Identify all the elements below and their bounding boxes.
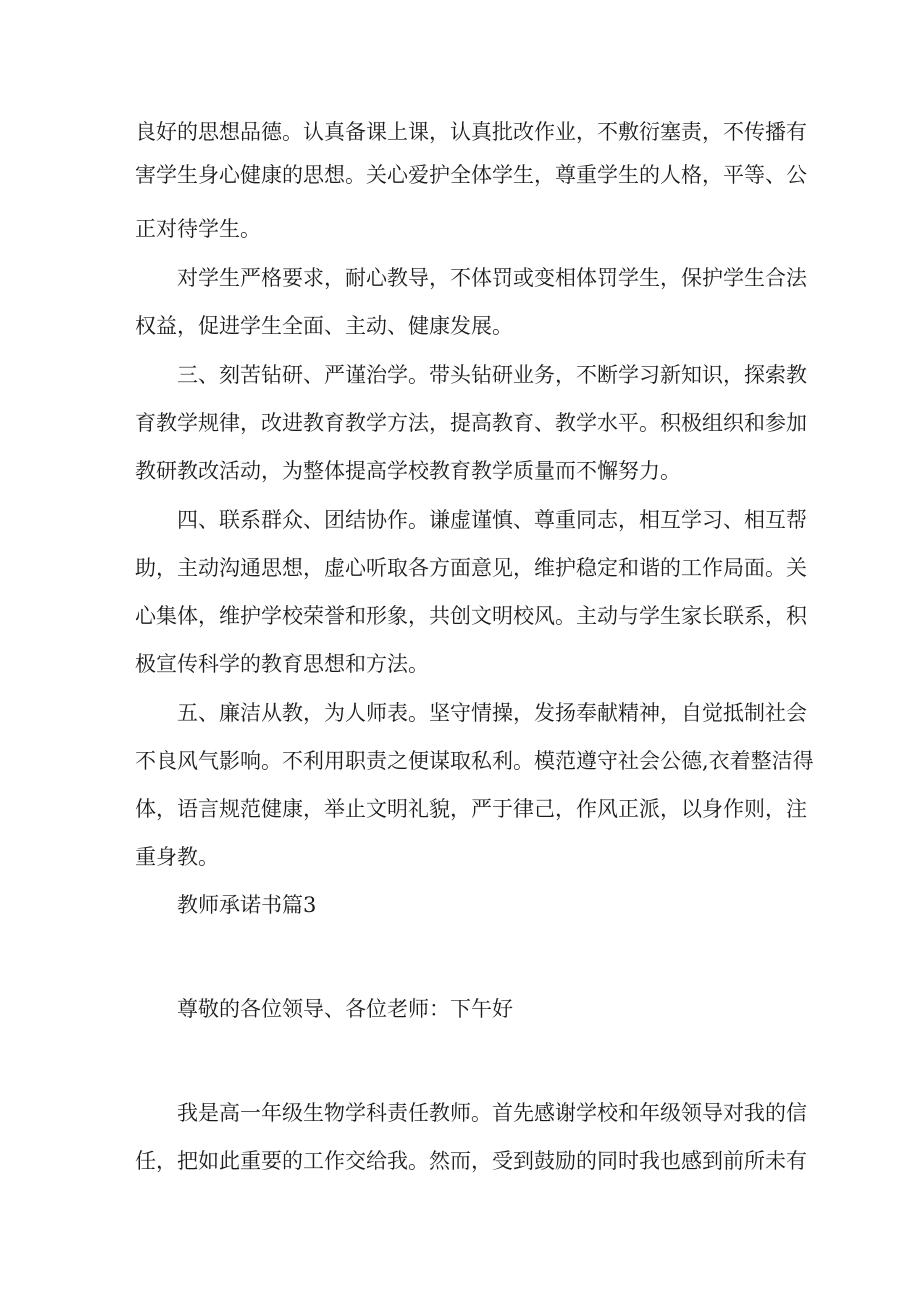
paragraph-5-line-4: 重身教。 bbox=[135, 845, 219, 869]
paragraph-5-line-1: 五、廉洁从教，为人师表。坚守情操，发扬奉献精神，自觉抵制社会 bbox=[177, 701, 807, 725]
paragraph-5-line-3: 体，语言规范健康，举止文明礼貌，严于律己，作风正派，以身作则，注 bbox=[135, 797, 807, 821]
paragraph-4-line-4: 极宣传科学的教育思想和方法。 bbox=[135, 652, 429, 676]
paragraph-2-line-2: 权益，促进学生全面、主动、健康发展。 bbox=[135, 314, 513, 338]
paragraph-3-line-1: 三、刻苦钻研、严谨治学。带头钻研业务，不断学习新知识，探索教 bbox=[177, 363, 807, 387]
paragraph-3-line-3: 教研教改活动，为整体提高学校教育教学质量而不懈努力。 bbox=[135, 459, 681, 483]
paragraph-3-line-2: 育教学规律，改进教育教学方法，提高教育、教学水平。积极组织和参加 bbox=[135, 411, 807, 435]
paragraph-4-line-3: 心集体，维护学校荣誉和形象，共创文明校风。主动与学生家长联系，积 bbox=[135, 604, 807, 628]
salutation: 尊敬的各位领导、各位老师：下午好 bbox=[177, 997, 513, 1021]
paragraph-5-line-2: 不良风气影响。不利用职责之便谋取私利。模范遵守社会公德,衣着整洁得 bbox=[135, 749, 814, 773]
paragraph-1-line-3: 正对待学生。 bbox=[135, 217, 261, 241]
paragraph-4-line-2: 助，主动沟通思想，虚心听取各方面意见，维护稳定和谐的工作局面。关 bbox=[135, 556, 807, 580]
paragraph-4-line-1: 四、联系群众、团结协作。谦虚谨慎、尊重同志，相互学习、相互帮 bbox=[177, 508, 807, 532]
section-heading: 教师承诺书篇3 bbox=[177, 893, 317, 917]
paragraph-1-line-2: 害学生身心健康的思想。关心爱护全体学生，尊重学生的人格，平等、公 bbox=[135, 163, 807, 187]
paragraph-2-line-1: 对学生严格要求，耐心教导，不体罚或变相体罚学生，保护学生合法 bbox=[177, 266, 807, 290]
paragraph-1-line-1: 良好的思想品德。认真备课上课，认真批改作业，不敷衍塞责，不传播有 bbox=[135, 120, 807, 144]
paragraph-8-line-2: 任，把如此重要的工作交给我。然而，受到鼓励的同时我也感到前所未有 bbox=[135, 1149, 807, 1173]
paragraph-8-line-1: 我是高一年级生物学科责任教师。首先感谢学校和年级领导对我的信 bbox=[177, 1101, 807, 1125]
